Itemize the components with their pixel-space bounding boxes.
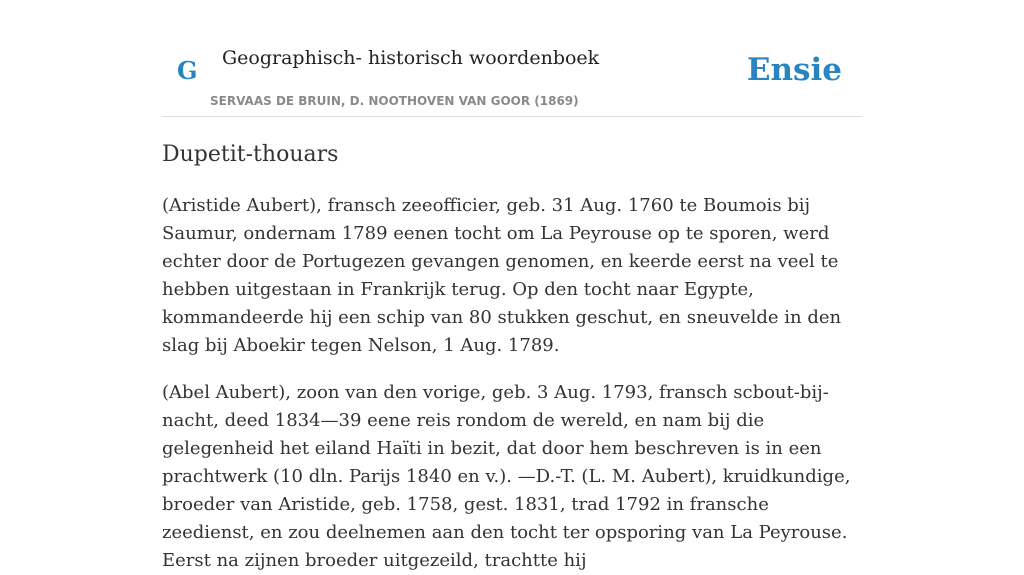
entry-paragraph-2: (Abel Aubert), zoon van den vorige, geb. 3 Aug. 1793, fransch scbout-bij-nacht, deed 1834—39 eene reis rondom de wereld, en nam bij die gelegenheid het eiland Haïti in bezit, dat door hem beschreven is in een prachtwerk (10 dln. Parijs 1840 en v.). —D.-T. (L. M. Aubert), kruidkundige, broeder van Aristide, geb. 1758, gest. 1831, trad 1792 in fransche zeedienst, en zou deelnemen aan den tocht ter opsporing van La Peyrouse. Eerst na zijnen broeder uitgezeild, trachtte hij: [162, 382, 851, 571]
entry-paragraph-1: (Aristide Aubert), fransch zeeofficier, geb. 31 Aug. 1760 te Boumois bij Saumur, ondernam 1789 eenen tocht om La Peyrouse op te sporen, werd echter door de Portugezen gevangen genomen, en keerde eerst na veel te hebben uitgestaan in Frankrijk terug. Op den tocht naar Egypte, kommandeerde hij een schip van 80 stukken geschut, en sneuvelde in den slag bij Aboekir tegen Nelson, 1 Aug. 1789.: [162, 195, 842, 356]
entry-title: Dupetit-thouars: [162, 142, 339, 167]
header: [162, 0, 862, 117]
ensie-logo[interactable]: Ensie: [746, 52, 842, 88]
book-author: SERVAAS DE BRUIN, D. NOOTHOVEN VAN GOOR (1869): [210, 94, 579, 108]
book-title[interactable]: Geographisch- historisch woordenboek: [222, 47, 600, 69]
entry-content: [162, 136, 864, 575]
book-logo-icon[interactable]: G: [177, 56, 198, 85]
